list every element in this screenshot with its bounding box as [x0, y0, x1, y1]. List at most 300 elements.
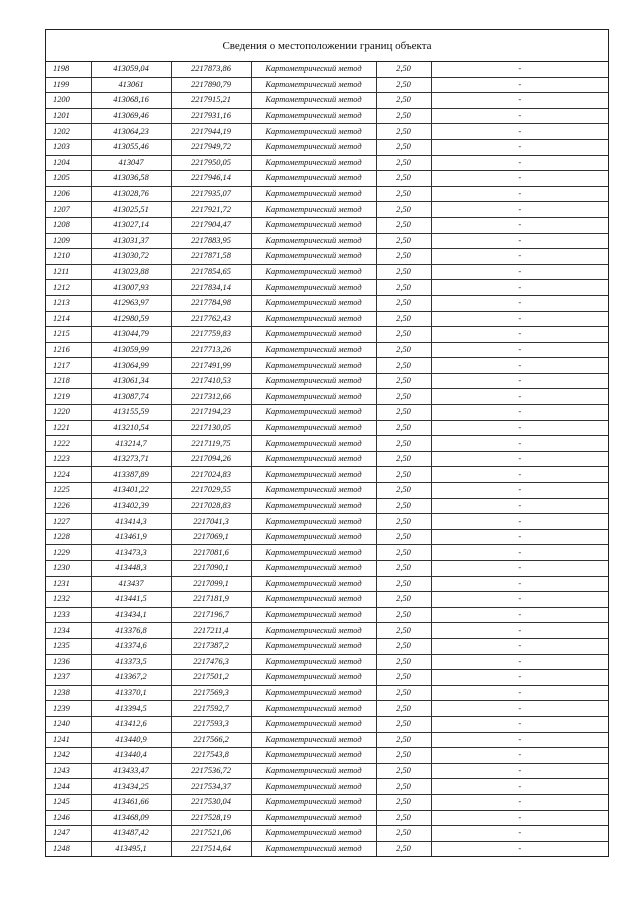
description-cell: - [431, 529, 608, 545]
accuracy-cell: 2,50 [376, 592, 431, 608]
table-row [46, 139, 608, 155]
y-coordinate-cell: 2217871,58 [171, 249, 251, 265]
method-cell: Картометрический метод [251, 373, 376, 389]
point-number-cell: 1236 [46, 654, 91, 670]
description-cell: - [431, 202, 608, 218]
y-coordinate-cell: 2217873,86 [171, 62, 251, 77]
x-coordinate-cell: 413064,99 [91, 358, 171, 374]
accuracy-cell: 2,50 [376, 405, 431, 421]
method-cell: Картометрический метод [251, 124, 376, 140]
description-cell: - [431, 576, 608, 592]
x-coordinate-cell: 413373,5 [91, 654, 171, 670]
accuracy-cell: 2,50 [376, 436, 431, 452]
point-number-cell: 1224 [46, 467, 91, 483]
method-cell: Картометрический метод [251, 607, 376, 623]
x-coordinate-cell: 413069,46 [91, 108, 171, 124]
description-cell: - [431, 124, 608, 140]
table-row [46, 514, 608, 530]
method-cell: Картометрический метод [251, 748, 376, 764]
method-cell: Картометрический метод [251, 498, 376, 514]
x-coordinate-cell: 413047 [91, 155, 171, 171]
x-coordinate-cell: 413495,1 [91, 841, 171, 856]
point-number-cell: 1246 [46, 810, 91, 826]
description-cell: - [431, 93, 608, 109]
accuracy-cell: 2,50 [376, 716, 431, 732]
description-cell: - [431, 451, 608, 467]
table-row [46, 748, 608, 764]
description-cell: - [431, 545, 608, 561]
table-row [46, 77, 608, 93]
document-title: Сведения о местоположении границ объекта [46, 30, 608, 62]
table-row [46, 249, 608, 265]
method-cell: Картометрический метод [251, 654, 376, 670]
point-number-cell: 1202 [46, 124, 91, 140]
accuracy-cell: 2,50 [376, 451, 431, 467]
point-number-cell: 1203 [46, 139, 91, 155]
x-coordinate-cell: 413055,46 [91, 139, 171, 155]
x-coordinate-cell: 413059,04 [91, 62, 171, 77]
boundary-sheet [45, 29, 609, 857]
description-cell: - [431, 638, 608, 654]
y-coordinate-cell: 2217530,04 [171, 794, 251, 810]
table-row [46, 498, 608, 514]
x-coordinate-cell: 413440,9 [91, 732, 171, 748]
point-number-cell: 1216 [46, 342, 91, 358]
method-cell: Картометрический метод [251, 77, 376, 93]
method-cell: Картометрический метод [251, 280, 376, 296]
y-coordinate-cell: 2217921,72 [171, 202, 251, 218]
method-cell: Картометрический метод [251, 841, 376, 856]
table-row [46, 311, 608, 327]
table-row [46, 670, 608, 686]
point-number-cell: 1226 [46, 498, 91, 514]
y-coordinate-cell: 2217029,55 [171, 483, 251, 499]
y-coordinate-cell: 2217069,1 [171, 529, 251, 545]
method-cell: Картометрический метод [251, 638, 376, 654]
point-number-cell: 1201 [46, 108, 91, 124]
description-cell: - [431, 139, 608, 155]
description-cell: - [431, 108, 608, 124]
method-cell: Картометрический метод [251, 576, 376, 592]
x-coordinate-cell: 413030,72 [91, 249, 171, 265]
table-row [46, 436, 608, 452]
method-cell: Картометрический метод [251, 826, 376, 842]
point-number-cell: 1228 [46, 529, 91, 545]
point-number-cell: 1223 [46, 451, 91, 467]
method-cell: Картометрический метод [251, 794, 376, 810]
method-cell: Картометрический метод [251, 451, 376, 467]
x-coordinate-cell: 413061 [91, 77, 171, 93]
x-coordinate-cell: 413434,25 [91, 779, 171, 795]
y-coordinate-cell: 2217543,8 [171, 748, 251, 764]
description-cell: - [431, 498, 608, 514]
y-coordinate-cell: 2217536,72 [171, 763, 251, 779]
y-coordinate-cell: 2217935,07 [171, 186, 251, 202]
x-coordinate-cell: 413440,4 [91, 748, 171, 764]
point-number-cell: 1244 [46, 779, 91, 795]
y-coordinate-cell: 2217944,19 [171, 124, 251, 140]
description-cell: - [431, 670, 608, 686]
y-coordinate-cell: 2217387,2 [171, 638, 251, 654]
y-coordinate-cell: 2217024,83 [171, 467, 251, 483]
x-coordinate-cell: 413461,9 [91, 529, 171, 545]
x-coordinate-cell: 413468,09 [91, 810, 171, 826]
table-row [46, 607, 608, 623]
accuracy-cell: 2,50 [376, 467, 431, 483]
accuracy-cell: 2,50 [376, 249, 431, 265]
description-cell: - [431, 217, 608, 233]
x-coordinate-cell: 412963,97 [91, 295, 171, 311]
point-number-cell: 1222 [46, 436, 91, 452]
table-row [46, 732, 608, 748]
description-cell: - [431, 826, 608, 842]
table-body [46, 62, 608, 856]
x-coordinate-cell: 413487,42 [91, 826, 171, 842]
point-number-cell: 1205 [46, 171, 91, 187]
boundary-points-table [46, 62, 608, 856]
method-cell: Картометрический метод [251, 217, 376, 233]
table-row [46, 701, 608, 717]
point-number-cell: 1198 [46, 62, 91, 77]
description-cell: - [431, 732, 608, 748]
method-cell: Картометрический метод [251, 436, 376, 452]
table-row [46, 685, 608, 701]
method-cell: Картометрический метод [251, 342, 376, 358]
point-number-cell: 1209 [46, 233, 91, 249]
y-coordinate-cell: 2217514,64 [171, 841, 251, 856]
method-cell: Картометрический метод [251, 358, 376, 374]
table-row [46, 716, 608, 732]
method-cell: Картометрический метод [251, 186, 376, 202]
table-row [46, 373, 608, 389]
method-cell: Картометрический метод [251, 93, 376, 109]
accuracy-cell: 2,50 [376, 685, 431, 701]
point-number-cell: 1227 [46, 514, 91, 530]
y-coordinate-cell: 2217211,4 [171, 623, 251, 639]
method-cell: Картометрический метод [251, 171, 376, 187]
table-row [46, 794, 608, 810]
method-cell: Картометрический метод [251, 62, 376, 77]
method-cell: Картометрический метод [251, 732, 376, 748]
y-coordinate-cell: 2217196,7 [171, 607, 251, 623]
method-cell: Картометрический метод [251, 155, 376, 171]
y-coordinate-cell: 2217501,2 [171, 670, 251, 686]
accuracy-cell: 2,50 [376, 264, 431, 280]
table-row [46, 810, 608, 826]
y-coordinate-cell: 2217931,16 [171, 108, 251, 124]
table-row [46, 295, 608, 311]
y-coordinate-cell: 2217410,53 [171, 373, 251, 389]
y-coordinate-cell: 2217904,47 [171, 217, 251, 233]
table-row [46, 108, 608, 124]
description-cell: - [431, 171, 608, 187]
accuracy-cell: 2,50 [376, 93, 431, 109]
y-coordinate-cell: 2217834,14 [171, 280, 251, 296]
accuracy-cell: 2,50 [376, 62, 431, 77]
x-coordinate-cell: 413473,3 [91, 545, 171, 561]
point-number-cell: 1242 [46, 748, 91, 764]
table-row [46, 545, 608, 561]
point-number-cell: 1221 [46, 420, 91, 436]
y-coordinate-cell: 2217784,98 [171, 295, 251, 311]
method-cell: Картометрический метод [251, 202, 376, 218]
y-coordinate-cell: 2217312,66 [171, 389, 251, 405]
description-cell: - [431, 794, 608, 810]
x-coordinate-cell: 413461,66 [91, 794, 171, 810]
table-row [46, 592, 608, 608]
accuracy-cell: 2,50 [376, 779, 431, 795]
point-number-cell: 1214 [46, 311, 91, 327]
accuracy-cell: 2,50 [376, 545, 431, 561]
point-number-cell: 1225 [46, 483, 91, 499]
description-cell: - [431, 295, 608, 311]
y-coordinate-cell: 2217854,65 [171, 264, 251, 280]
accuracy-cell: 2,50 [376, 280, 431, 296]
x-coordinate-cell: 413028,76 [91, 186, 171, 202]
x-coordinate-cell: 413064,23 [91, 124, 171, 140]
x-coordinate-cell: 413441,5 [91, 592, 171, 608]
x-coordinate-cell: 413387,89 [91, 467, 171, 483]
y-coordinate-cell: 2217534,37 [171, 779, 251, 795]
method-cell: Картометрический метод [251, 701, 376, 717]
table-row [46, 358, 608, 374]
table-row [46, 576, 608, 592]
y-coordinate-cell: 2217194,23 [171, 405, 251, 421]
table-row [46, 93, 608, 109]
description-cell: - [431, 373, 608, 389]
point-number-cell: 1248 [46, 841, 91, 856]
x-coordinate-cell: 413412,6 [91, 716, 171, 732]
y-coordinate-cell: 2217949,72 [171, 139, 251, 155]
accuracy-cell: 2,50 [376, 389, 431, 405]
accuracy-cell: 2,50 [376, 514, 431, 530]
accuracy-cell: 2,50 [376, 529, 431, 545]
table-row [46, 171, 608, 187]
accuracy-cell: 2,50 [376, 732, 431, 748]
point-number-cell: 1229 [46, 545, 91, 561]
method-cell: Картометрический метод [251, 529, 376, 545]
description-cell: - [431, 623, 608, 639]
description-cell: - [431, 763, 608, 779]
accuracy-cell: 2,50 [376, 217, 431, 233]
x-coordinate-cell: 413155,59 [91, 405, 171, 421]
accuracy-cell: 2,50 [376, 77, 431, 93]
accuracy-cell: 2,50 [376, 202, 431, 218]
y-coordinate-cell: 2217713,26 [171, 342, 251, 358]
description-cell: - [431, 77, 608, 93]
x-coordinate-cell: 413068,16 [91, 93, 171, 109]
table-row [46, 327, 608, 343]
x-coordinate-cell: 413273,71 [91, 451, 171, 467]
point-number-cell: 1212 [46, 280, 91, 296]
accuracy-cell: 2,50 [376, 763, 431, 779]
x-coordinate-cell: 413370,1 [91, 685, 171, 701]
x-coordinate-cell: 413394,5 [91, 701, 171, 717]
description-cell: - [431, 405, 608, 421]
table-row [46, 389, 608, 405]
description-cell: - [431, 155, 608, 171]
y-coordinate-cell: 2217041,3 [171, 514, 251, 530]
x-coordinate-cell: 413031,37 [91, 233, 171, 249]
description-cell: - [431, 654, 608, 670]
table-row [46, 124, 608, 140]
description-cell: - [431, 514, 608, 530]
description-cell: - [431, 233, 608, 249]
point-number-cell: 1238 [46, 685, 91, 701]
accuracy-cell: 2,50 [376, 124, 431, 140]
accuracy-cell: 2,50 [376, 810, 431, 826]
description-cell: - [431, 483, 608, 499]
method-cell: Картометрический метод [251, 623, 376, 639]
y-coordinate-cell: 2217099,1 [171, 576, 251, 592]
accuracy-cell: 2,50 [376, 654, 431, 670]
description-cell: - [431, 280, 608, 296]
y-coordinate-cell: 2217890,79 [171, 77, 251, 93]
description-cell: - [431, 748, 608, 764]
description-cell: - [431, 561, 608, 577]
point-number-cell: 1232 [46, 592, 91, 608]
y-coordinate-cell: 2217883,95 [171, 233, 251, 249]
description-cell: - [431, 779, 608, 795]
table-row [46, 826, 608, 842]
description-cell: - [431, 716, 608, 732]
method-cell: Картометрический метод [251, 327, 376, 343]
y-coordinate-cell: 2217476,3 [171, 654, 251, 670]
table-row [46, 483, 608, 499]
table-row [46, 405, 608, 421]
y-coordinate-cell: 2217081,6 [171, 545, 251, 561]
x-coordinate-cell: 413437 [91, 576, 171, 592]
point-number-cell: 1206 [46, 186, 91, 202]
x-coordinate-cell: 412980,59 [91, 311, 171, 327]
y-coordinate-cell: 2217119,75 [171, 436, 251, 452]
y-coordinate-cell: 2217946,14 [171, 171, 251, 187]
y-coordinate-cell: 2217569,3 [171, 685, 251, 701]
accuracy-cell: 2,50 [376, 139, 431, 155]
method-cell: Картометрический метод [251, 592, 376, 608]
x-coordinate-cell: 413434,1 [91, 607, 171, 623]
accuracy-cell: 2,50 [376, 233, 431, 249]
table-row [46, 779, 608, 795]
point-number-cell: 1231 [46, 576, 91, 592]
accuracy-cell: 2,50 [376, 561, 431, 577]
y-coordinate-cell: 2217762,43 [171, 311, 251, 327]
accuracy-cell: 2,50 [376, 108, 431, 124]
x-coordinate-cell: 413401,22 [91, 483, 171, 499]
accuracy-cell: 2,50 [376, 342, 431, 358]
point-number-cell: 1217 [46, 358, 91, 374]
point-number-cell: 1247 [46, 826, 91, 842]
method-cell: Картометрический метод [251, 561, 376, 577]
y-coordinate-cell: 2217491,99 [171, 358, 251, 374]
x-coordinate-cell: 413433,47 [91, 763, 171, 779]
point-number-cell: 1241 [46, 732, 91, 748]
point-number-cell: 1234 [46, 623, 91, 639]
x-coordinate-cell: 413214,7 [91, 436, 171, 452]
y-coordinate-cell: 2217181,9 [171, 592, 251, 608]
point-number-cell: 1220 [46, 405, 91, 421]
description-cell: - [431, 436, 608, 452]
description-cell: - [431, 389, 608, 405]
x-coordinate-cell: 413210,54 [91, 420, 171, 436]
table-row [46, 202, 608, 218]
y-coordinate-cell: 2217528,19 [171, 810, 251, 826]
x-coordinate-cell: 413087,74 [91, 389, 171, 405]
method-cell: Картометрический метод [251, 311, 376, 327]
table-row [46, 529, 608, 545]
method-cell: Картометрический метод [251, 389, 376, 405]
description-cell: - [431, 841, 608, 856]
table-row [46, 233, 608, 249]
accuracy-cell: 2,50 [376, 670, 431, 686]
point-number-cell: 1207 [46, 202, 91, 218]
x-coordinate-cell: 413448,3 [91, 561, 171, 577]
description-cell: - [431, 264, 608, 280]
accuracy-cell: 2,50 [376, 358, 431, 374]
point-number-cell: 1219 [46, 389, 91, 405]
point-number-cell: 1245 [46, 794, 91, 810]
method-cell: Картометрический метод [251, 295, 376, 311]
method-cell: Картометрический метод [251, 779, 376, 795]
x-coordinate-cell: 413414,3 [91, 514, 171, 530]
method-cell: Картометрический метод [251, 264, 376, 280]
point-number-cell: 1230 [46, 561, 91, 577]
x-coordinate-cell: 413007,93 [91, 280, 171, 296]
method-cell: Картометрический метод [251, 467, 376, 483]
point-number-cell: 1218 [46, 373, 91, 389]
description-cell: - [431, 685, 608, 701]
x-coordinate-cell: 413376,8 [91, 623, 171, 639]
description-cell: - [431, 467, 608, 483]
table-row [46, 62, 608, 77]
point-number-cell: 1240 [46, 716, 91, 732]
method-cell: Картометрический метод [251, 514, 376, 530]
x-coordinate-cell: 413059,99 [91, 342, 171, 358]
x-coordinate-cell: 413023,88 [91, 264, 171, 280]
accuracy-cell: 2,50 [376, 701, 431, 717]
point-number-cell: 1239 [46, 701, 91, 717]
description-cell: - [431, 327, 608, 343]
method-cell: Картометрический метод [251, 108, 376, 124]
method-cell: Картометрический метод [251, 670, 376, 686]
x-coordinate-cell: 413044,79 [91, 327, 171, 343]
table-row [46, 451, 608, 467]
accuracy-cell: 2,50 [376, 420, 431, 436]
point-number-cell: 1208 [46, 217, 91, 233]
accuracy-cell: 2,50 [376, 826, 431, 842]
description-cell: - [431, 186, 608, 202]
description-cell: - [431, 342, 608, 358]
table-row [46, 264, 608, 280]
accuracy-cell: 2,50 [376, 841, 431, 856]
x-coordinate-cell: 413402,39 [91, 498, 171, 514]
method-cell: Картометрический метод [251, 545, 376, 561]
x-coordinate-cell: 413036,58 [91, 171, 171, 187]
x-coordinate-cell: 413061,34 [91, 373, 171, 389]
point-number-cell: 1210 [46, 249, 91, 265]
description-cell: - [431, 701, 608, 717]
point-number-cell: 1199 [46, 77, 91, 93]
y-coordinate-cell: 2217950,05 [171, 155, 251, 171]
point-number-cell: 1237 [46, 670, 91, 686]
table-row [46, 654, 608, 670]
method-cell: Картометрический метод [251, 233, 376, 249]
description-cell: - [431, 311, 608, 327]
y-coordinate-cell: 2217566,2 [171, 732, 251, 748]
accuracy-cell: 2,50 [376, 498, 431, 514]
table-row [46, 841, 608, 856]
description-cell: - [431, 249, 608, 265]
